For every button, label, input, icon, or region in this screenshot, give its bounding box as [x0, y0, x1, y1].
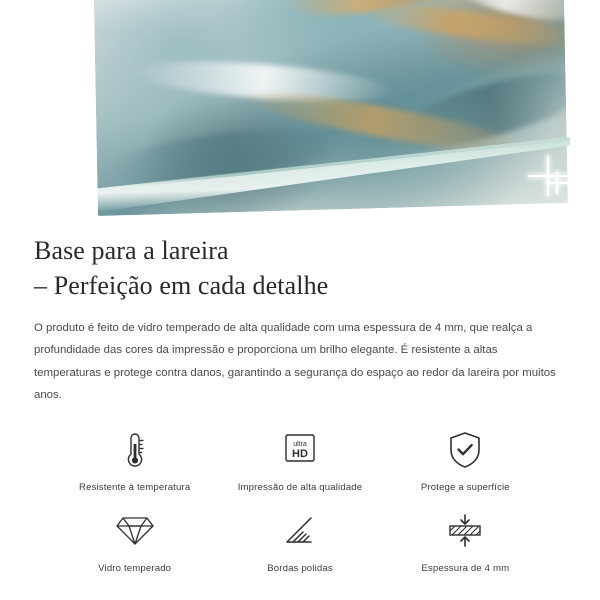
thermometer-icon — [122, 428, 148, 472]
polished-edges-icon — [281, 509, 319, 553]
feature-item — [383, 509, 548, 574]
feature-item — [217, 509, 382, 574]
headline-line-1: Base para a lareira — [34, 236, 229, 265]
feature-label: Impressão de alta qualidade — [237, 482, 363, 494]
art-streak — [279, 0, 474, 25]
svg-text:HD: HD — [292, 448, 308, 461]
headline-line-2: – Perfeição em cada detalhe — [34, 270, 329, 300]
thickness-arrows-icon — [444, 509, 486, 553]
feature-item — [217, 428, 382, 493]
feature-grid — [34, 428, 566, 574]
art-streak — [416, 0, 568, 36]
art-streak — [132, 55, 394, 109]
content-block — [0, 218, 600, 574]
feature-label: Espessura de 4 mm — [421, 563, 510, 575]
shield-check-icon — [447, 428, 483, 472]
feature-item — [52, 428, 217, 493]
ultra-hd-icon — [281, 428, 319, 472]
page-title — [34, 234, 566, 303]
svg-text:ultra: ultra — [293, 441, 307, 449]
diamond-icon — [115, 509, 155, 553]
feature-item — [52, 509, 217, 574]
feature-label: Bordas polidas — [267, 563, 333, 575]
feature-item — [383, 428, 548, 493]
feature-label: Resistente à temperatura — [79, 482, 191, 494]
body-paragraph: O produto é feito de vidro temperado de alta qualidade com uma espessura de 4 mm, que realça a profundidade das cores da impressão e proporciona um brilho elegante. É resistente a altas temperaturas e protege contra danos, garantindo a segurança do espaço ao redor da lareira por muitos anos. — [34, 322, 556, 401]
art-streak — [352, 0, 568, 54]
feature-label: Protege a superfície — [420, 482, 510, 494]
hero-image — [0, 0, 600, 218]
feature-label: Vidro temperado — [98, 563, 172, 575]
